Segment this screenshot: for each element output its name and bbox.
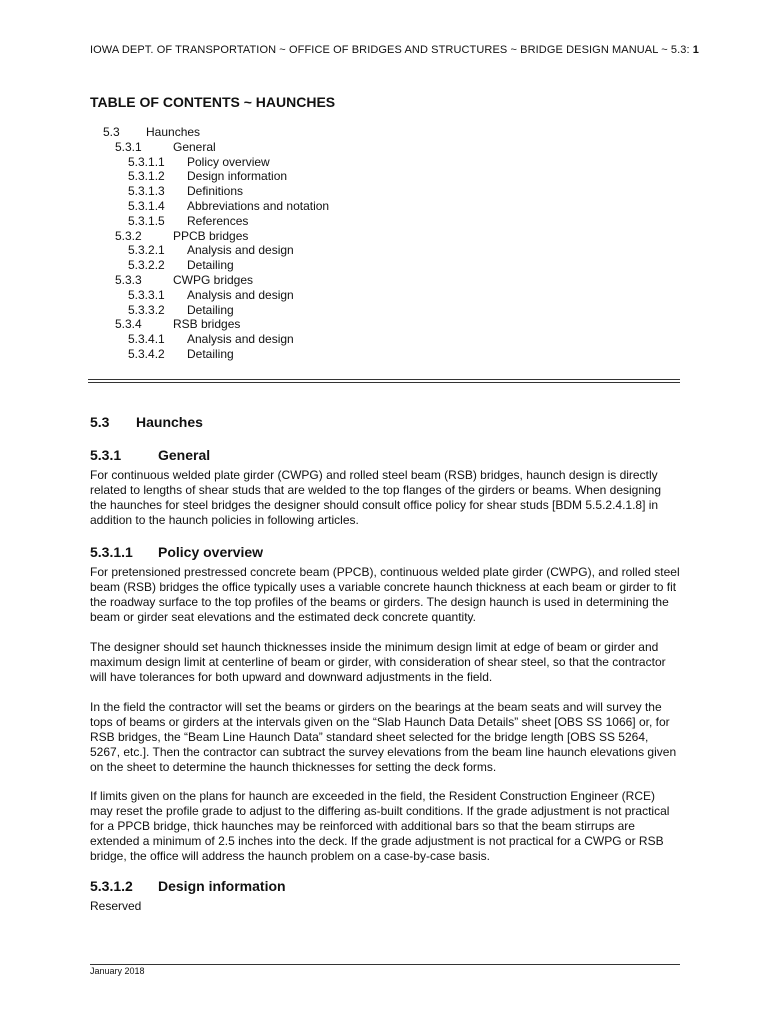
toc-title: TABLE OF CONTENTS ~ HAUNCHES: [90, 94, 336, 110]
toc-entry[interactable]: [0, 258, 768, 273]
toc-entry[interactable]: [0, 125, 768, 140]
policy-paragraph-3: In the field the contractor will set the beams or girders on the bearings at the beam seats and will survey the tops of beams or girders at the intervals given on the “Slab Haunch Data Details” sheet [OBS SS 1066] or, for RSB bridges, the “Beam Line Haunch Data” standard sheet selected for the bridge length [OBS SS 5264, 5267, etc.]. Then the contractor can subtract the survey elevations from the beam line haunch elevations given on the sheet to determine the haunch thicknesses for setting the deck forms.: [90, 700, 677, 774]
toc-entry-label: PPCB bridges: [173, 228, 249, 243]
toc-entry-label: Definitions: [187, 184, 244, 199]
page-number: 1: [692, 44, 700, 56]
toc-entry-label: Design information: [187, 169, 288, 184]
toc-entry-number: 5.3.3: [115, 272, 142, 287]
toc-entry-number: 5.3.2.1: [128, 243, 165, 258]
section-heading-5-3-1-1: [90, 544, 263, 560]
section-number: 5.3: [90, 414, 110, 430]
footer-divider: [90, 964, 680, 965]
toc-entry[interactable]: [0, 140, 768, 155]
section-title: Policy overview: [158, 544, 264, 560]
section-number: 5.3.1: [90, 447, 122, 463]
toc-entry[interactable]: [0, 199, 768, 214]
section-heading-5-3-1-2: [90, 878, 286, 894]
toc-entry-label: References: [187, 213, 249, 228]
policy-paragraph-4: If limits given on the plans for haunch are exceeded in the field, the Resident Construction Engineer (RCE) may reset the profile grade to adjust to the differing as-built conditions. If the grade adjustment is not practical for a PPCB bridge, thick haunches may be reinforced with additional bars so that the beam stirrups are extended a minimum of 2.5 inches into the deck. If the grade adjustment is not practical for a CWPG or RSB bridge, the office will address the haunch problem on a case-by-case basis.: [90, 789, 670, 863]
general-paragraph: For continuous welded plate girder (CWPG) and rolled steel beam (RSB) bridges, haunch design is directly related to lengths of shear studs that are welded to the top flanges of the girders or beams. When designing the haunches for steel bridges the designer should consult office policy for shear studs [BDM 5.5.2.4.1.8] in addition to the haunch policies in following articles.: [90, 468, 662, 527]
toc-entry-label: Abbreviations and notation: [187, 198, 330, 213]
running-header: [90, 44, 700, 56]
section-heading-5-3-1: [90, 447, 210, 463]
toc-entry[interactable]: [0, 303, 768, 318]
toc-entry-label: RSB bridges: [173, 317, 241, 332]
toc-entry-number: 5.3.4.2: [128, 346, 165, 361]
toc-entry-label: Analysis and design: [187, 332, 294, 347]
toc-entry-number: 5.3: [103, 125, 120, 139]
toc-entry-label: Detailing: [187, 346, 234, 361]
toc-entry-number: 5.3.4: [115, 317, 142, 332]
toc-entry-number: 5.3.3.2: [128, 302, 165, 317]
table-of-contents: [0, 125, 768, 362]
section-title: General: [158, 447, 211, 463]
toc-entry-label: General: [173, 139, 216, 154]
toc-entry[interactable]: [0, 317, 768, 332]
toc-entry[interactable]: [0, 288, 768, 303]
section-number: 5.3.1.2: [90, 878, 133, 894]
section-divider: [88, 379, 680, 383]
toc-entry-number: 5.3.2: [115, 228, 142, 243]
section-title: Design information: [158, 878, 286, 894]
toc-entry[interactable]: [0, 243, 768, 258]
toc-entry[interactable]: [0, 214, 768, 229]
section-title: Haunches: [136, 414, 203, 430]
toc-entry-label: CWPG bridges: [173, 272, 254, 287]
toc-entry-number: 5.3.1.2: [128, 169, 165, 184]
policy-paragraph-2: The designer should set haunch thicknesses inside the minimum design limit at edge of beam or girder and maximum design limit at centerline of beam or girder, with consideration of shear steel, so that the contractor will have tolerances for both upward and downward adjustments in the field.: [90, 640, 666, 684]
toc-entry[interactable]: [0, 155, 768, 170]
toc-entry[interactable]: [0, 169, 768, 184]
toc-entry-label: Detailing: [187, 302, 234, 317]
toc-entry-number: 5.3.1: [115, 139, 142, 154]
toc-entry[interactable]: [0, 332, 768, 347]
policy-paragraph-1: For pretensioned prestressed concrete beam (PPCB), continuous welded plate girder (CWPG), and rolled steel beam (RSB) bridges the office typically uses a variable concrete haunch thickness at each beam or girder to fit the roadway surface to the top profiles of the beams or girders. The design haunch is used in determining the beam or girder seat elevations and the estimated deck concrete quantity.: [90, 565, 680, 624]
toc-entry-label: Detailing: [187, 258, 234, 273]
toc-entry-label: Analysis and design: [187, 287, 294, 302]
toc-entry[interactable]: [0, 229, 768, 244]
toc-entry-number: 5.3.2.2: [128, 258, 165, 273]
toc-entry-number: 5.3.4.1: [128, 332, 165, 347]
section-heading-5-3: [90, 414, 203, 430]
toc-entry[interactable]: [0, 273, 768, 288]
toc-entry-number: 5.3.1.4: [128, 198, 165, 213]
footer-date: January 2018: [90, 966, 145, 976]
running-header-title: IOWA DEPT. OF TRANSPORTATION ~ OFFICE OF BRIDGES AND STRUCTURES ~ BRIDGE DESIGN MANUAL ~ 5.3:: [90, 44, 690, 56]
toc-entry-label: Analysis and design: [187, 243, 294, 258]
toc-entry[interactable]: [0, 347, 768, 362]
toc-entry-number: 5.3.1.1: [128, 154, 165, 169]
section-number: 5.3.1.1: [90, 544, 133, 560]
toc-entry-number: 5.3.3.1: [128, 287, 165, 302]
toc-entry-label: Policy overview: [187, 154, 270, 169]
toc-entry-number: 5.3.1.3: [128, 184, 165, 199]
toc-entry-number: 5.3.1.5: [128, 213, 165, 228]
toc-entry-label: Haunches: [146, 125, 201, 139]
toc-entry[interactable]: [0, 184, 768, 199]
design-information-paragraph: Reserved: [90, 899, 142, 913]
